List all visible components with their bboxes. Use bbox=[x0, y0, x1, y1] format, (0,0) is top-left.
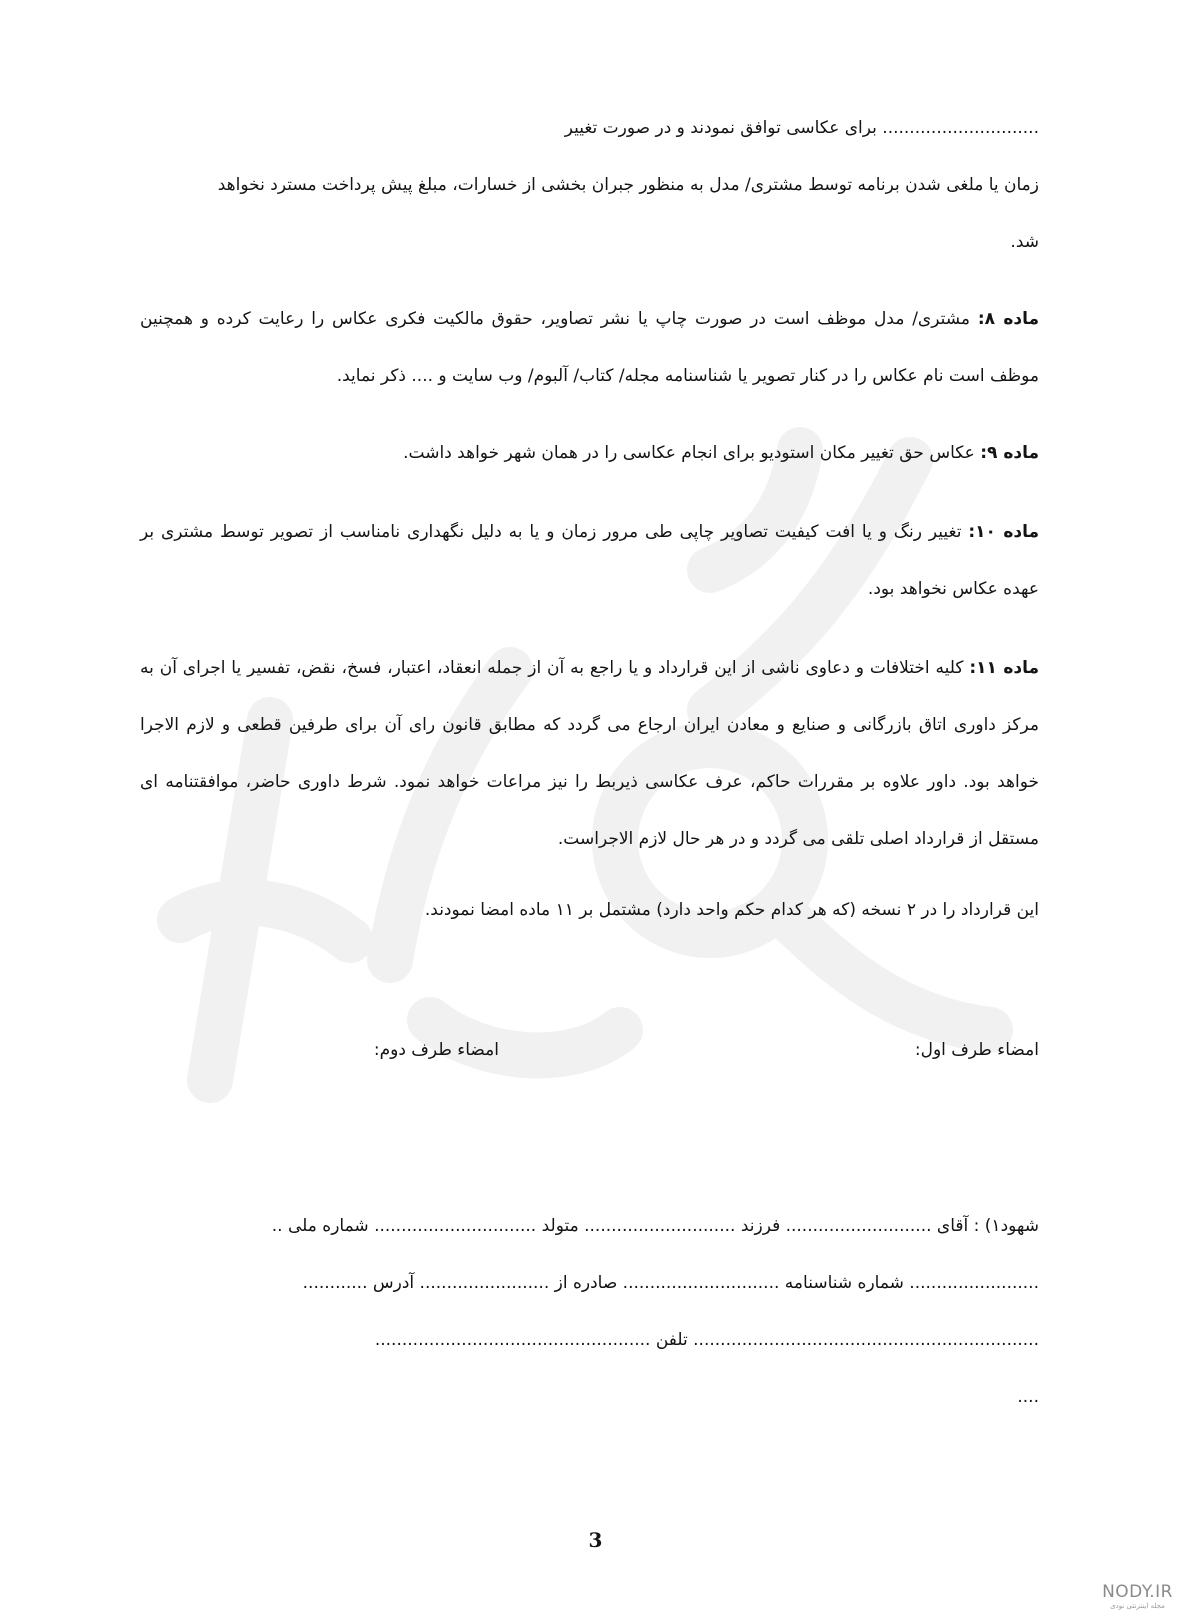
article-8-label: ماده ۸: bbox=[977, 309, 1039, 329]
article-11 bbox=[140, 640, 1039, 868]
article-9-text: عکاس حق تغییر مکان استودیو برای انجام عکاسی را در همان شهر خواهد داشت. bbox=[403, 443, 981, 463]
intro-paragraph-line2: زمان یا ملغی شدن برنامه توسط مشتری/ مدل به منظور جبران بخشی از خسارات، مبلغ پیش پرداخت مسترد نخواهد bbox=[217, 175, 1039, 195]
second-party-signature-label: امضاء طرف دوم: bbox=[373, 1040, 499, 1060]
page-number: 3 bbox=[588, 1528, 603, 1552]
site-logo-text: NODY.IR bbox=[1102, 1582, 1173, 1602]
witness-line-1: شهود۱) : آقای ........................... فرزند ............................ متولد .............................. شماره ملی .. bbox=[271, 1216, 1039, 1236]
signature-block bbox=[140, 1040, 1039, 1070]
closing-statement: این قرارداد را در ۲ نسخه (که هر کدام حکم واحد دارد) مشتمل بر ۱۱ ماده امضا نمودند. bbox=[424, 900, 1039, 920]
witness-line-3: ................................................................ تلفن ................................................... bbox=[374, 1330, 1039, 1350]
intro-paragraph-line1: ............................. برای عکاسی توافق نمودند و در صورت تغییر bbox=[564, 118, 1039, 138]
article-9-label: ماده ۹: bbox=[980, 443, 1039, 463]
article-11-label: ماده ۱۱: bbox=[969, 658, 1039, 678]
witness-line-2: ........................ شماره شناسنامه ............................. صادره از ........................ آدرس ............ bbox=[302, 1273, 1039, 1293]
first-party-signature-label: امضاء طرف اول: bbox=[914, 1040, 1039, 1060]
contract-body bbox=[140, 100, 1039, 939]
article-10-label: ماده ۱۰: bbox=[968, 522, 1039, 542]
article-11-text: کلیه اختلافات و دعاوی ناشی از این قرارداد و یا راجع به آن از جمله انعقاد، اعتبار، فسخ، نقض، تفسیر یا اجرای آن به مرکز داوری اتاق بازرگانی و صنایع و معادن ایران ارجاع می گردد که مطابق قانون رای آن برای طرفین قطعی و لازم الاجرا خواهد بود. داور علاوه بر مقررات حاکم، عرف عکاسی ذیربط را نیز مراعات خواهد نمود. شرط داوری حاضر، موافقتنامه ای مستقل از قرارداد اصلی تلقی می گردد و در هر حال لازم الاجراست. bbox=[140, 658, 1039, 849]
article-8-text: مشتری/ مدل موظف است در صورت چاپ یا نشر تصاویر، حقوق مالکیت فکری عکاس را رعایت کرده و همچنین موظف است نام عکاس را در کنار تصویر یا شناسنامه مجله/ کتاب/ آلبوم/ وب سایت و .... ذکر نماید. bbox=[140, 309, 1039, 386]
intro-paragraph-line3: شد. bbox=[1010, 232, 1039, 252]
article-10 bbox=[140, 504, 1039, 618]
witness-line-4: .... bbox=[1017, 1387, 1039, 1407]
article-10-text: تغییر رنگ و یا افت کیفیت تصاویر چاپی طی مرور زمان و یا به دلیل نگهداری نامناسب از تصویر توسط مشتری بر عهده عکاس نخواهد بود. bbox=[140, 522, 1039, 599]
article-8 bbox=[140, 291, 1039, 405]
site-logo-tagline: مجله اینترنتی نودی bbox=[1110, 1602, 1165, 1610]
site-logo bbox=[1102, 1582, 1173, 1610]
article-9 bbox=[140, 425, 1039, 482]
witness-section bbox=[140, 1198, 1039, 1426]
